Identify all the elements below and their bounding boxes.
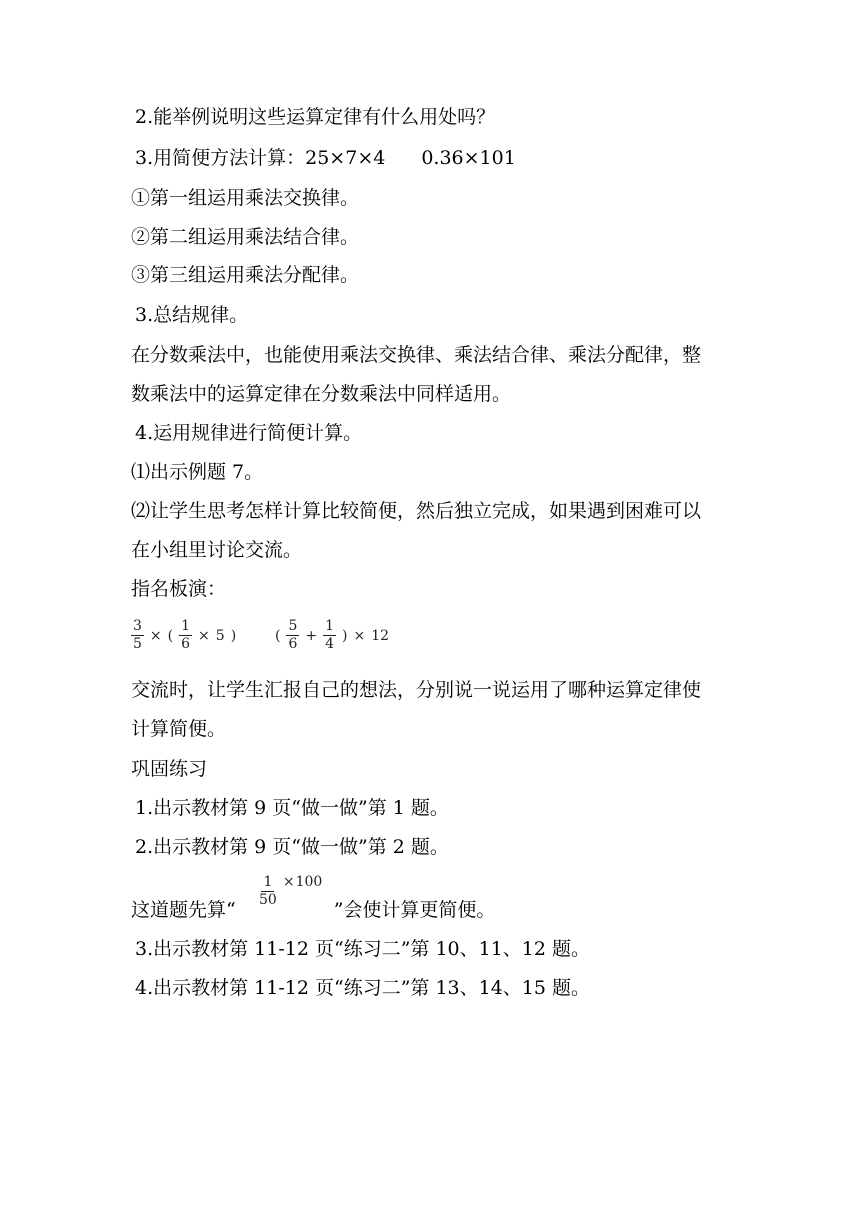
fraction: $\frac{3}{5}$	[133, 618, 142, 652]
text-line: 指名板演：	[131, 578, 227, 600]
text-segment: 这道题先算“	[131, 899, 236, 921]
text-line: ②第二组运用乘法结合律。	[131, 226, 360, 248]
text-segment: 0.36×101	[421, 147, 516, 169]
text-line: ⑵让学生思考怎样计算比较简便，然后独立完成，如果遇到困难可以	[131, 500, 702, 522]
formula-example-1: $\frac{3}{5}$ × ( $\frac{1}{6}$ × 5 )	[133, 618, 237, 652]
fraction: $\frac{5}{6}$	[288, 618, 298, 652]
text-line: 4.运用规律进行简便计算。	[135, 422, 363, 444]
text-line: 在分数乘法中，也能使用乘法交换律、乘法结合律、乘法分配律，整	[131, 344, 702, 366]
text-line: ⑴出示例题 7。	[131, 461, 264, 483]
formula-example-2: ( $\frac{5}{6}$ + $\frac{1}{4}$ ) × 12	[275, 618, 390, 652]
fraction: $\frac{1}{50}$	[259, 874, 277, 908]
text-line: ③第三组运用乘法分配律。	[131, 264, 360, 286]
text-segment: ”会使计算更简便。	[333, 899, 496, 921]
fraction: $\frac{1}{6}$	[181, 618, 191, 652]
text-line: 在小组里讨论交流。	[131, 539, 303, 561]
text-line: 2.出示教材第 9 页“做一做”第 2 题。	[135, 836, 449, 858]
text-line: 数乘法中的运算定律在分数乘法中同样适用。	[131, 383, 512, 405]
text-line: 3.总结规律。	[135, 304, 249, 326]
text-line: 巩固练习	[131, 758, 208, 780]
text-line	[135, 145, 745, 171]
text-line: 2.能举例说明这些运算定律有什么用处吗？	[135, 106, 496, 128]
text-line: 3.出示教材第 11-12 页“练习二”第 10、11、12 题。	[135, 938, 591, 960]
text-line: ①第一组运用乘法交换律。	[131, 187, 360, 209]
fraction: $\frac{1}{4}$	[325, 618, 335, 652]
inline-formula: $\frac{1}{50}$ ×100	[259, 874, 323, 908]
text-line	[131, 897, 741, 923]
text-line: 4.出示教材第 11-12 页“练习二”第 13、14、15 题。	[135, 977, 591, 999]
text-segment: 3.用简便方法计算：25×7×4	[135, 147, 386, 169]
text-line: 1.出示教材第 9 页“做一做”第 1 题。	[135, 797, 449, 819]
text-line: 计算简便。	[131, 718, 227, 740]
text-line: 交流时，让学生汇报自己的想法，分别说一说运用了哪种运算定律使	[131, 679, 702, 701]
